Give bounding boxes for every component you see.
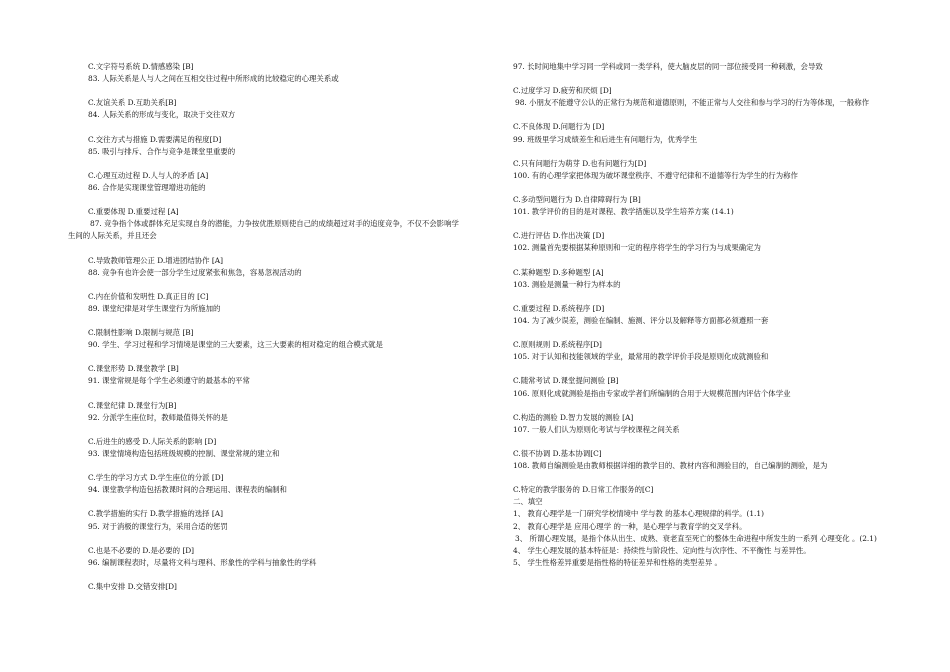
blank-line <box>68 194 460 206</box>
text-line: C.随常考试 D.课堂提问测验 [B] <box>513 376 619 386</box>
text-line: C.原则规则 D.系统程序[D] <box>513 340 602 350</box>
blank-line <box>68 533 460 545</box>
text-line: C.限制性影响 D.限制与规范 [B] <box>88 328 194 338</box>
text-line: 85. 吸引与排斥、合作与竞争是课堂里重要的 <box>88 146 236 156</box>
text-line: 84. 人际关系的形成与变化，取决于交往双方 <box>88 110 236 120</box>
text-line: C.重要过程 D.系统程序 [D] <box>513 303 605 313</box>
text-line: 2、 教育心理学是 应用心理学 的一种，是心理学与教育学的交叉学科。 <box>513 521 747 531</box>
text-line: C.某种题型 D.多种题型 [A] <box>513 267 604 277</box>
text-line: 102. 测量首先要根据某种原则和一定的程序将学生的学习行为与成果确定为 <box>513 243 761 253</box>
text-line: C.只有问题行为萌芽 D.也有问题行为[D] <box>513 158 647 168</box>
blank-line <box>68 388 460 400</box>
text-line: C.特定的教学服务的 D.日常工作服务的[C] <box>513 485 654 495</box>
blank-line <box>493 182 885 194</box>
blank-line <box>493 146 885 158</box>
blank-line <box>68 569 460 581</box>
text-line: 103. 测验是测量一种行为样本的 <box>513 279 621 289</box>
text-line: C.课堂形势 D.课堂教学 [B] <box>88 364 179 374</box>
text-line: 1、 教育心理学是一门研究学校情境中 学与教 的基本心理规律的科学。(1.1) <box>513 509 764 519</box>
blank-line <box>68 158 460 170</box>
left-column <box>68 61 460 593</box>
blank-line <box>493 73 885 85</box>
blank-line <box>493 363 885 375</box>
text-line: 87. 竞争指个体或群体充足实现自身的潜能，力争按优胜原则使自己的成绩超过对手的追度竞争，不仅不会影响学生间的人际关系，并且还会 <box>68 219 459 241</box>
text-line: 83. 人际关系是人与人之间在互相交往过程中所形成的比较稳定的心理关系或 <box>88 74 339 84</box>
blank-line <box>493 218 885 230</box>
blank-line <box>493 109 885 121</box>
text-line: 95. 对于消极的课堂行为，采用合适的惩罚 <box>88 521 228 531</box>
text-line: C.也是不必要的 D.是必要的 [D] <box>88 545 195 555</box>
text-line: 88. 竞争有也许会使一部分学生过度紧张和焦急，容易忽视活动的 <box>88 267 302 277</box>
text-line: C.很不协调 D.基本协调[C] <box>513 449 602 458</box>
blank-line <box>68 424 460 436</box>
text-line: 二、填空 <box>513 497 543 507</box>
blank-line <box>493 400 885 412</box>
text-line: 98. 小朋友不能遵守公认的正常行为规范和道德原则，不能正常与人交往和参与学习的行为等体现，一般称作 <box>515 98 870 108</box>
text-line: 89. 课堂纪律是对学生课堂行为所施加的 <box>88 303 221 313</box>
text-line: C.内在价值和发明性 D.真正目的 [C] <box>88 291 209 301</box>
text-line: 99. 班级里学习成绩差生和后进生有问题行为，优秀学生 <box>513 134 698 144</box>
right-column <box>493 61 885 569</box>
blank-line <box>68 496 460 508</box>
blank-line <box>68 351 460 363</box>
text-line: C.不良体现 D.问题行为 [D] <box>513 122 605 132</box>
text-line: C.课堂纪律 D.课堂行为[B] <box>88 400 177 410</box>
text-line: C.后进生的感受 D.人际关系的影响 [D] <box>88 436 217 446</box>
blank-line <box>493 472 885 484</box>
text-line: 96. 编制课程表时，尽量将文科与理科、形象性的学科与抽象性的学科 <box>88 557 317 567</box>
text-line: C.重要体现 D.重要过程 [A] <box>88 207 179 217</box>
text-line: 107. 一般人们认为原则化考试与学校课程之间关系 <box>513 424 680 434</box>
text-line: C.过度学习 D.疲劳和厌烦 [D] <box>513 86 612 96</box>
text-line: 108. 教师自编测验是由教师根据详细的教学目的、教材内容和测验目的，自己编制的测验，是为 <box>513 461 828 471</box>
text-line: 93. 课堂情境构造包括班级规模的控制、课堂常规的建立和 <box>88 449 280 458</box>
text-line: C.教学措施的实行 D.教学措施的选择 [A] <box>88 509 224 519</box>
text-line: C.文字符号系统 D.情感感染 [B] <box>88 62 194 71</box>
text-line: 91. 课堂常规是每个学生必须遵守的最基本的平常 <box>88 376 250 386</box>
text-line: 106. 原则化成就测验是指由专家或学者们所编制的合用于大规模范围内评估个体学业 <box>513 388 791 398</box>
text-line: 4、 学生心理发展的基本特征是：持续性与阶段性、定向性与次序性、不平衡性 与差异性。 <box>513 545 811 555</box>
blank-line <box>68 460 460 472</box>
text-line: 100. 有的心理学家把体现为破坏课堂秩序、不遵守纪律和不道德等行为学生的行为称作 <box>513 170 798 180</box>
text-line: C.心理互动过程 D.人与人的矛盾 [A] <box>88 170 209 180</box>
text-line: 94. 课堂教学构造包括教课时间的合理运用、课程表的编制和 <box>88 485 287 495</box>
text-line: 3、 所谓心理发展，是指个体从出生、成熟、衰老直至死亡的整体生命进程中所发生的一系列 心理变化 。(2.1) <box>515 533 877 543</box>
text-line: 90. 学生、学习过程和学习情境是课堂的三大要素，这三大要素的相对稳定的组合模式就是 <box>88 340 383 350</box>
text-line: 92. 分派学生座位时，教师最值得关怀的是 <box>88 412 228 422</box>
blank-line <box>68 315 460 327</box>
text-line: C.学生的学习方式 D.学生座位的分派 [D] <box>88 473 224 483</box>
text-line: C.交往方式与措施 D.需要满足的程度[D] <box>88 134 222 144</box>
text-line: C.友谊关系 D.互助关系[B] <box>88 98 177 108</box>
text-line: 105. 对于认知和技能领域的学业，最常用的教学评价手段是原则化成就测验和 <box>513 352 769 362</box>
text-line: C.集中安排 D.交错安排[D] <box>88 582 177 592</box>
blank-line <box>493 327 885 339</box>
text-line: 97. 长时间地集中学习同一学科或同一类学科，使大脑皮层的同一部位接受同一种刺激，会导致 <box>513 62 823 71</box>
text-line: C.构造的测验 D.智力发展的测验 [A] <box>513 412 634 422</box>
text-line: C.导致教师管理公正 D.增进团结协作 [A] <box>88 255 224 265</box>
text-line: 101. 教学评价的目的是对课程、教学措施以及学生培养方案 (14.1) <box>513 207 734 217</box>
text-line: C.多动型问题行为 D.自律障碍行为 [B] <box>513 195 641 205</box>
text-line: 5、 学生性格差异重要是指性格的特征差异和性格的类型差异 。 <box>513 557 722 567</box>
blank-line <box>493 436 885 448</box>
blank-line <box>68 121 460 133</box>
text-line: 104. 为了减少误差，测验在编制、施测、评分以及解释等方面都必须遵照一套 <box>513 315 769 325</box>
blank-line <box>68 85 460 97</box>
text-line: 86. 合作是实现课堂管理增进功能的 <box>88 182 206 192</box>
blank-line <box>493 255 885 267</box>
text-line: C.进行评估 D.作出决策 [D] <box>513 231 605 241</box>
blank-line <box>493 291 885 303</box>
blank-line <box>68 279 460 291</box>
blank-line <box>68 242 460 254</box>
